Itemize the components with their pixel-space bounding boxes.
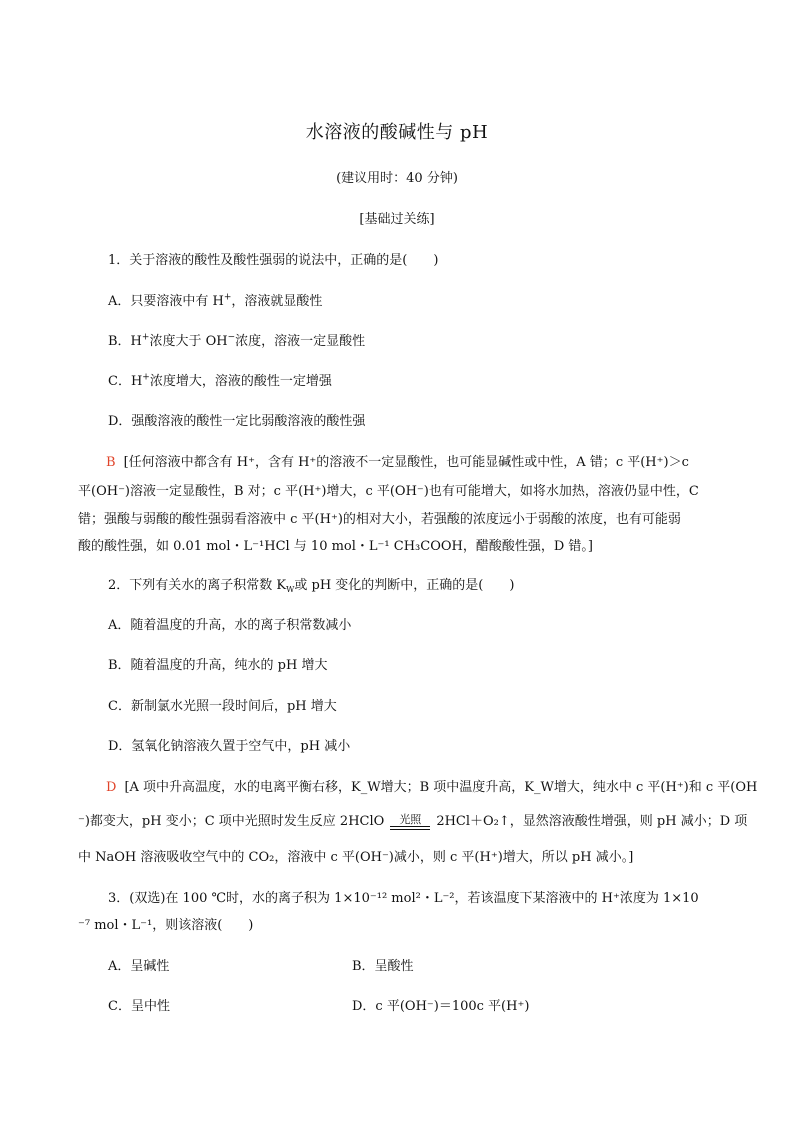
question-2-option-d: D．氢氧化钠溶液久置于空气中，pH 减小 xyxy=(108,739,351,754)
question-3-option-d: D．c 平(OH⁻)＝100c 平(H⁺) xyxy=(352,999,530,1014)
question-2-answer: D xyxy=(106,780,117,795)
question-1-explanation-line-1: B [任何溶液中都含有 H⁺，含有 H⁺的溶液不一定显酸性，也可能显碱性或中性，A 错；c 平(H⁺)＞c xyxy=(106,455,689,470)
question-3-option-c: C．呈中性 xyxy=(108,999,170,1014)
section-heading: [基础过关练] xyxy=(359,212,435,227)
question-1-explanation-line-4: 酸的酸性强，如 0.01 mol・L⁻¹HCl 与 10 mol・L⁻¹ CH₃COOH，醋酸酸性强，D 错。] xyxy=(78,539,593,554)
question-2-explanation-line-1: D [A 项中升高温度，水的电离平衡右移，K_W增大；B 项中温度升高，K_W增大，纯水中 c 平(H⁺)和 c 平(OH xyxy=(106,780,758,795)
question-3-stem-line-2: ⁻⁷ mol・L⁻¹，则该溶液( ) xyxy=(78,918,254,933)
question-2-option-a: A．随着温度的升高，水的离子积常数减小 xyxy=(108,618,352,633)
question-3-option-a: A．呈碱性 xyxy=(108,959,170,974)
question-1-answer: B xyxy=(106,455,116,470)
question-1-option-c: C．H+浓度增大，溶液的酸性一定增强 xyxy=(108,372,332,389)
question-2-option-c: C．新制氯水光照一段时间后，pH 增大 xyxy=(108,699,337,714)
question-2-stem: 2．下列有关水的离子积常数 $K_W$或 pH 变化的判断中，正确的是( ) xyxy=(108,578,515,594)
question-1-option-b: B．H+浓度大于 OH−浓度，溶液一定显酸性 xyxy=(108,332,366,349)
suggested-time: (建议用时：40 分钟) xyxy=(336,171,458,186)
reaction-condition: 光照 xyxy=(390,814,430,830)
question-1-stem: 1．关于溶液的酸性及酸性强弱的说法中，正确的是( ) xyxy=(108,253,439,268)
question-2-explanation-line-2: ⁻)都变大，pH 变小；C 项中光照时发生反应 2HClO 光照 2HCl＋O₂↑，显然溶液酸性增强，则 pH 减小；D 项 xyxy=(78,812,748,829)
question-1-explanation-line-2: 平(OH⁻)溶液一定显酸性，B 对；c 平(H⁺)增大，c 平(OH⁻)也有可能增大，如将水加热，溶液仍显中性，C xyxy=(78,484,699,499)
question-1-explanation-line-3: 错；强酸与弱酸的酸性强弱看溶液中 c 平(H⁺)的相对大小，若强酸的浓度远小于弱酸的浓度，也有可能弱 xyxy=(78,512,681,527)
question-2-option-b: B．随着温度的升高，纯水的 pH 增大 xyxy=(108,658,328,673)
question-3-option-b: B．呈酸性 xyxy=(352,959,414,974)
question-2-explanation-line-3: 中 NaOH 溶液吸收空气中的 CO₂，溶液中 c 平(OH⁻)减小，则 c 平(H⁺)增大，所以 pH 减小。] xyxy=(78,850,634,865)
page-title: 水溶液的酸碱性与 pH xyxy=(305,122,489,143)
question-3-stem-line-1: 3．(双选)在 100 ℃时，水的离子积为 1×10⁻¹² mol²・L⁻²，若该温度下某溶液中的 H⁺浓度为 1×10 xyxy=(108,891,699,906)
question-1-option-d: D．强酸溶液的酸性一定比弱酸溶液的酸性强 xyxy=(108,414,366,429)
question-1-option-a: A．只要溶液中有 H+，溶液就显酸性 xyxy=(108,292,323,309)
